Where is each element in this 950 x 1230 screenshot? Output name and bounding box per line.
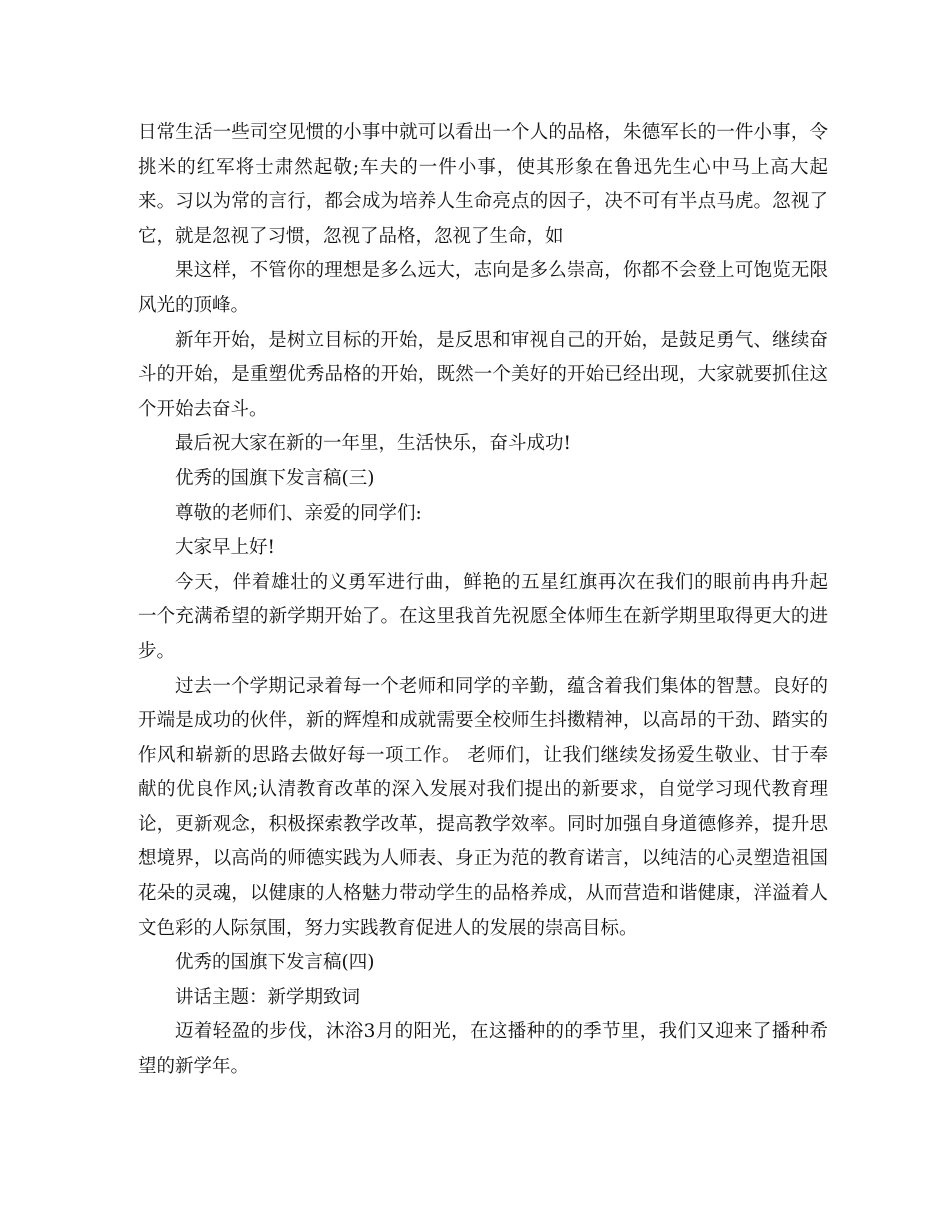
document-body [138,116,828,1085]
greeting: 大家早上好! [175,537,275,559]
paragraph-12: 迈着轻盈的步伐，沐浴3月的阳光，在这播种的的季节里，我们又迎来了播种希望的新学年。 [138,1021,828,1078]
paragraph-2: 果这样，不管你的理想是多么远大，志向是多么崇高，你都不会登上可饱览无限风光的顶峰。 [138,260,828,316]
paragraph-4: 最后祝大家在新的一年里，生活快乐，奋斗成功! [175,433,571,455]
speech-topic: 讲话主题：新学期致词 [175,986,361,1008]
paragraph-9: 过去一个学期记录着每一个老师和同学的辛勤，蕴含着我们集体的智慧。良好的开端是成功的伙伴，新的辉煌和成就需要全校师生抖擞精神，以高昂的干劲、踏实的作风和崭新的思路去做好每一项工作。 老师们，让我们继续发扬爱生敬业、甘于奉献的优良作风;认清教育改革的深入发展对我们提出的新要求，自觉学习现代教育理论，更新观念，积极探索教学改革，提高教学效率。同时加强自身道德修养，提升思想境界，以高尚的师德实践为人师表、身正为范的教育诺言，以纯洁的心灵塑造祖国花朵的灵魂，以健康的人格魅力带动学生的品格养成，从而营造和谐健康，洋溢着人文色彩的人际氛围，努力实践教育促进人的发展的崇高目标。 [138,675,828,939]
salutation: 尊敬的老师们、亲爱的同学们: [175,502,422,524]
section-heading-3: 优秀的国旗下发言稿(三) [175,467,375,489]
paragraph-8: 今天，伴着雄壮的义勇军进行曲，鲜艳的五星红旗再次在我们的眼前冉冉升起 一个充满希望的新学期开始了。在这里我首先祝愿全体师生在新学期里取得更大的进步。 [138,571,828,662]
paragraph-3: 新年开始，是树立目标的开始，是反思和审视自己的开始，是鼓足勇气、继续奋斗的开始，是重塑优秀品格的开始，既然一个美好的开始已经出现，大家就要抓住这个开始去奋斗。 [138,329,828,420]
section-heading-4: 优秀的国旗下发言稿(四) [175,952,375,974]
paragraph-1: 日常生活一些司空见惯的小事中就可以看出一个人的品格，朱德军长的一件小事，令挑米的红军将士肃然起敬;车夫的一件小事，使其形象在鲁迅先生心中马上高大起来。习以为常的言行，都会成为培养人生命亮点的因子，决不可有半点马虎。忽视了它，就是忽视了习惯，忽视了品格，忽视了生命，如 [138,122,828,247]
